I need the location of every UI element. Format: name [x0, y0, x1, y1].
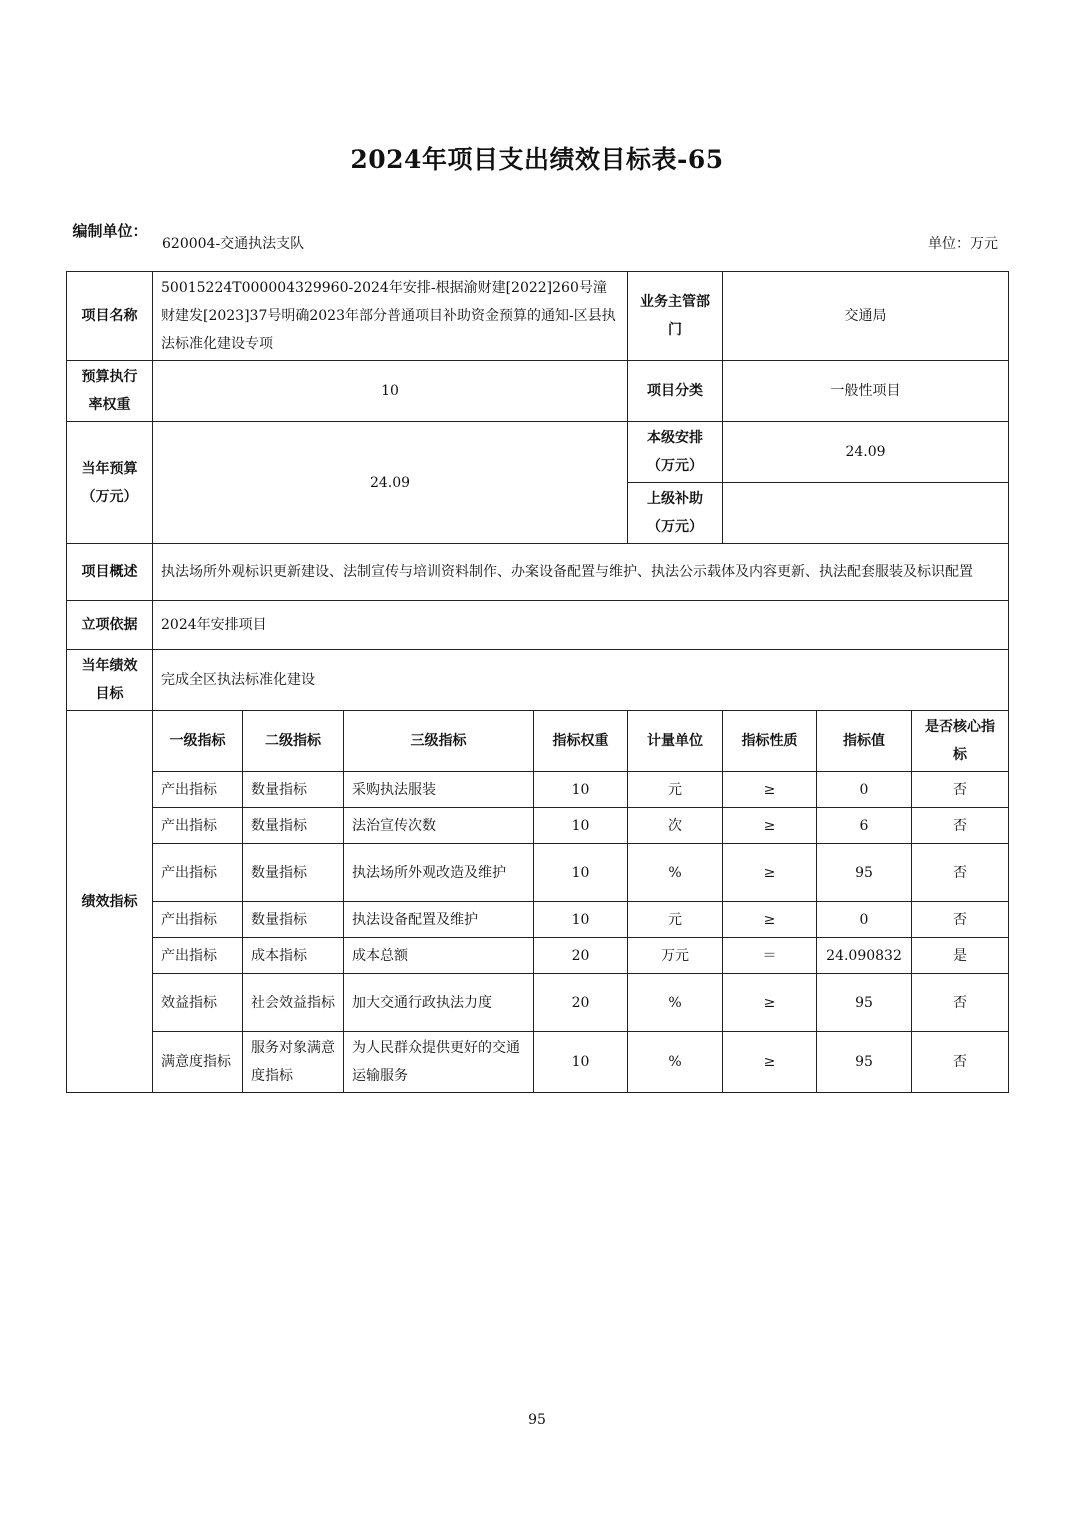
table-row	[67, 902, 1009, 938]
cell-l1: 效益指标	[153, 974, 243, 1032]
local-value: 24.09	[723, 422, 1009, 483]
goal-label: 当年绩效目标	[67, 650, 153, 711]
table-row	[67, 808, 1009, 844]
budget-value: 24.09	[153, 422, 628, 544]
cell-value: 0	[817, 772, 912, 808]
col-header: 指标值	[817, 711, 912, 772]
cell-l2: 社会效益指标	[243, 974, 344, 1032]
col-header: 二级指标	[243, 711, 344, 772]
category-value: 一般性项目	[723, 361, 1009, 422]
table-row	[67, 938, 1009, 974]
cell-nature: ≥	[723, 772, 817, 808]
project-name-label: 项目名称	[67, 272, 153, 361]
cell-weight: 20	[534, 938, 628, 974]
upper-label: 上级补助（万元）	[628, 483, 723, 544]
cell-l2: 成本指标	[243, 938, 344, 974]
cell-nature: ≥	[723, 974, 817, 1032]
cell-value: 0	[817, 902, 912, 938]
cell-core: 否	[912, 902, 1009, 938]
cell-core: 否	[912, 1032, 1009, 1093]
cell-unit: %	[628, 844, 723, 902]
overview-value: 执法场所外观标识更新建设、法制宣传与培训资料制作、办案设备配置与维护、执法公示载体及内容更新、执法配套服装及标识配置	[153, 544, 1009, 601]
performance-table	[66, 271, 1009, 1093]
perf-label: 绩效指标	[67, 711, 153, 1093]
cell-unit: 万元	[628, 938, 723, 974]
col-header: 指标性质	[723, 711, 817, 772]
col-header: 指标权重	[534, 711, 628, 772]
cell-l3: 为人民群众提供更好的交通运输服务	[344, 1032, 534, 1093]
page-number: 95	[528, 1412, 546, 1428]
cell-l2: 数量指标	[243, 902, 344, 938]
cell-l1: 产出指标	[153, 902, 243, 938]
cell-weight: 10	[534, 902, 628, 938]
table-row	[67, 772, 1009, 808]
cell-weight: 10	[534, 772, 628, 808]
cell-l1: 产出指标	[153, 844, 243, 902]
cell-value: 95	[817, 974, 912, 1032]
dept-label: 业务主管部门	[628, 272, 723, 361]
unit-label: 编制单位：	[72, 222, 148, 240]
cell-core: 否	[912, 772, 1009, 808]
dept-value: 交通局	[723, 272, 1009, 361]
upper-value	[723, 483, 1009, 544]
cell-l2: 数量指标	[243, 844, 344, 902]
cell-l1: 满意度指标	[153, 1032, 243, 1093]
cell-weight: 10	[534, 808, 628, 844]
col-header: 三级指标	[344, 711, 534, 772]
cell-unit: 次	[628, 808, 723, 844]
cell-l2: 数量指标	[243, 772, 344, 808]
unit-value: 620004-交通执法支队	[162, 236, 305, 252]
cell-nature: ＝	[723, 938, 817, 974]
cell-unit: %	[628, 974, 723, 1032]
cell-nature: ≥	[723, 1032, 817, 1093]
cell-l3: 成本总额	[344, 938, 534, 974]
cell-l3: 法治宣传次数	[344, 808, 534, 844]
cell-unit: 元	[628, 902, 723, 938]
weight-value: 10	[153, 361, 628, 422]
col-header: 是否核心指标	[912, 711, 1009, 772]
cell-unit: %	[628, 1032, 723, 1093]
cell-l1: 产出指标	[153, 808, 243, 844]
overview-label: 项目概述	[67, 544, 153, 601]
budget-label: 当年预算（万元）	[67, 422, 153, 544]
cell-l3: 执法场所外观改造及维护	[344, 844, 534, 902]
table-row	[67, 844, 1009, 902]
cell-value: 6	[817, 808, 912, 844]
goal-value: 完成全区执法标准化建设	[153, 650, 1009, 711]
project-name-value: 50015224T000004329960-2024年安排-根据渝财建[2022]260号潼财建发[2023]37号明确2023年部分普通项目补助资金预算的通知-区县执法标准化建设专项	[153, 272, 628, 361]
cell-core: 否	[912, 844, 1009, 902]
cell-unit: 元	[628, 772, 723, 808]
cell-weight: 10	[534, 1032, 628, 1093]
table-row	[67, 974, 1009, 1032]
cell-core: 否	[912, 808, 1009, 844]
cell-weight: 10	[534, 844, 628, 902]
category-label: 项目分类	[628, 361, 723, 422]
cell-l3: 加大交通行政执法力度	[344, 974, 534, 1032]
basis-value: 2024年安排项目	[153, 601, 1009, 650]
cell-l2: 服务对象满意度指标	[243, 1032, 344, 1093]
cell-core: 是	[912, 938, 1009, 974]
cell-l1: 产出指标	[153, 772, 243, 808]
weight-label: 预算执行率权重	[67, 361, 153, 422]
cell-nature: ≥	[723, 902, 817, 938]
cell-core: 否	[912, 974, 1009, 1032]
cell-l1: 产出指标	[153, 938, 243, 974]
cell-value: 24.090832	[817, 938, 912, 974]
cell-nature: ≥	[723, 844, 817, 902]
page-title: 2024年项目支出绩效目标表-65	[350, 145, 724, 174]
cell-l3: 采购执法服装	[344, 772, 534, 808]
local-label: 本级安排（万元）	[628, 422, 723, 483]
cell-value: 95	[817, 844, 912, 902]
table-row	[67, 1032, 1009, 1093]
cell-l2: 数量指标	[243, 808, 344, 844]
cell-l3: 执法设备配置及维护	[344, 902, 534, 938]
cell-value: 95	[817, 1032, 912, 1093]
cell-nature: ≥	[723, 808, 817, 844]
col-header: 计量单位	[628, 711, 723, 772]
col-header: 一级指标	[153, 711, 243, 772]
money-unit: 单位：万元	[928, 236, 998, 252]
basis-label: 立项依据	[67, 601, 153, 650]
cell-weight: 20	[534, 974, 628, 1032]
